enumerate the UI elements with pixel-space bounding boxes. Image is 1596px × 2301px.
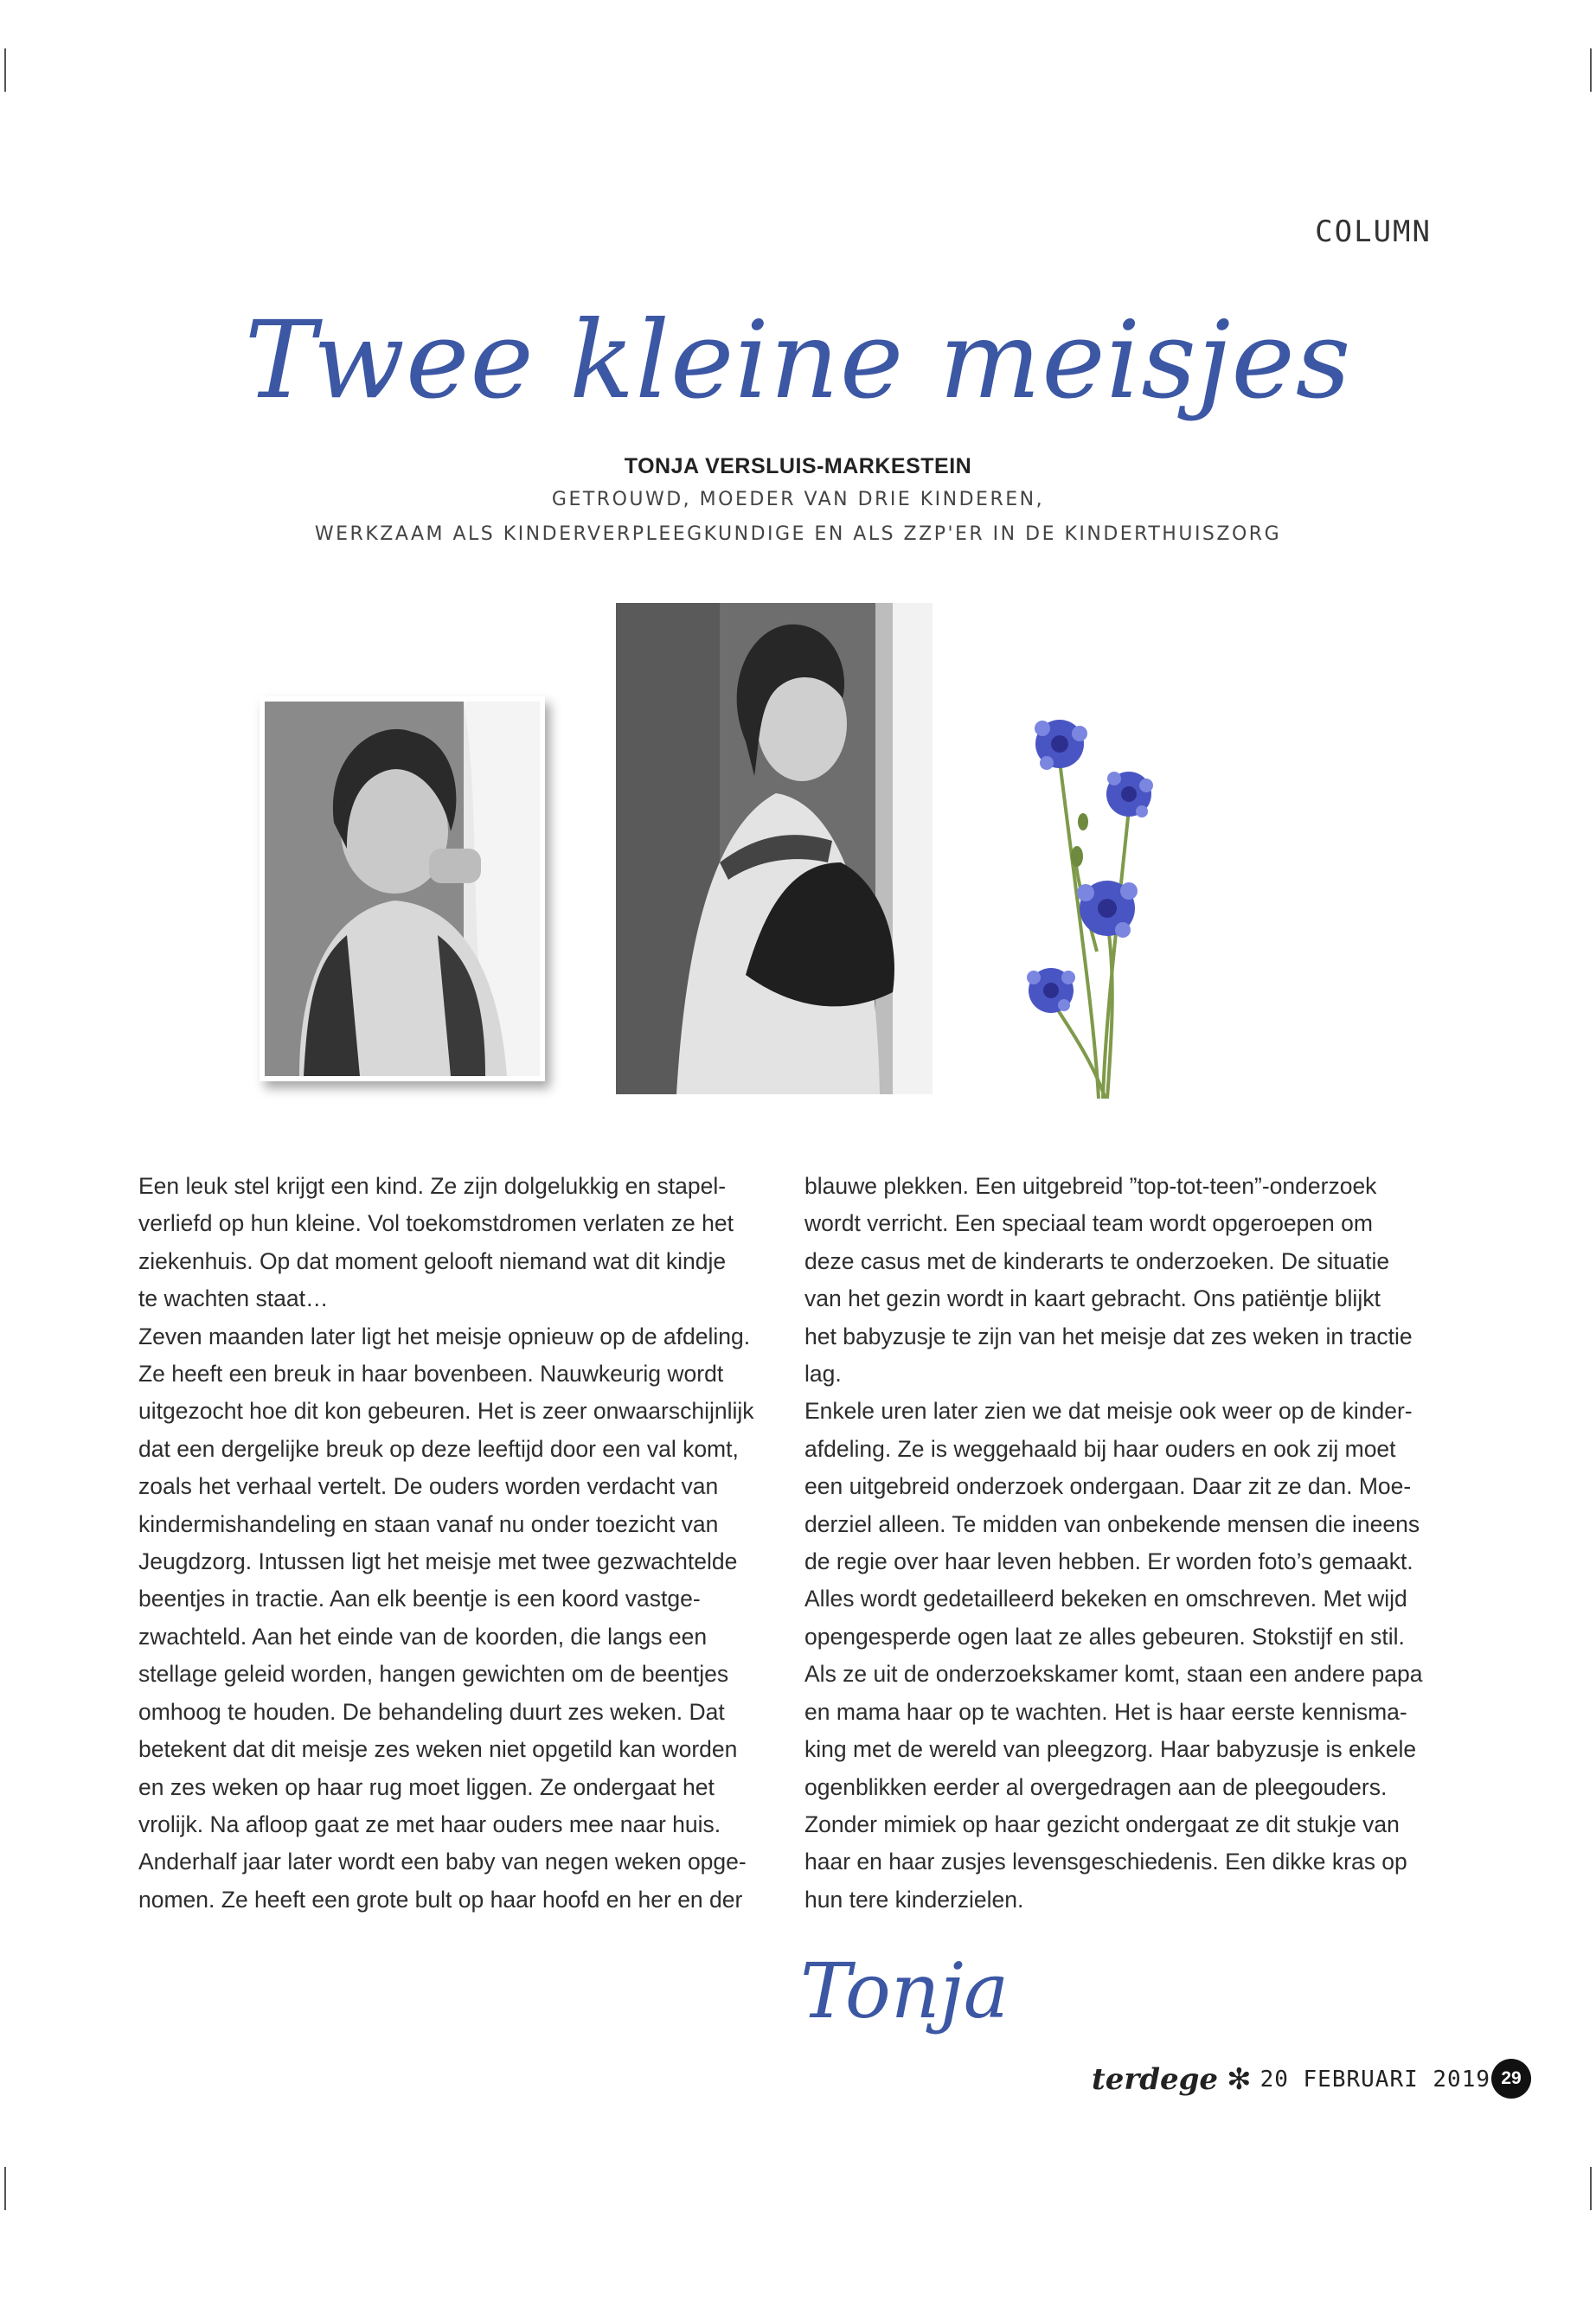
article-line: kindermishandeling en staan vanaf nu onder toezicht van [138,1510,719,1537]
article-column-left [138,1168,774,1919]
separator-star-icon: ✻ [1227,2063,1252,2096]
article-line: verliefd op hun kleine. Vol toekomstdromen verlaten ze het [138,1210,734,1237]
author-photo-apron [616,603,933,1094]
crop-mark-bottom-right [1590,2167,1592,2210]
article-line: ziekenhuis. Op dat moment gelooft niemand wat dit kindje [138,1247,727,1274]
author-photo-curtain [260,696,545,1081]
article-line: Anderhalf jaar later wordt een baby van negen weken opge- [138,1849,747,1875]
author-photo-curtain-image [265,702,540,1076]
issue-date: 20 FEBRUARI 2019 [1259,2067,1491,2093]
article-line: afdeling. Ze is weggehaald bij haar ouders en ook zij moet [804,1435,1396,1462]
article-line: nomen. Ze heeft een grote bult op haar hoofd en her en der [138,1886,743,1913]
article-line: en zes weken op haar rug moet liggen. Ze ondergaat het [138,1773,715,1800]
article-line: opengesperde ogen laat ze alles gebeuren. Stokstijf en stil. [804,1623,1405,1650]
article-line: king met de wereld van pleegzorg. Haar babyzusje is enkele [804,1736,1417,1763]
author-signature: Tonja [800,1946,1010,2035]
article-line: hun tere kinderzielen. [804,1886,1024,1913]
article-line: omhoog te houden. De behandeling duurt zes weken. Dat [138,1698,725,1725]
article-line: ogenblikken eerder al overgedragen aan de pleegouders. [804,1773,1388,1800]
article-line: vrolijk. Na afloop gaat ze met haar ouders mee naar huis. [138,1811,721,1837]
article-line: blauwe plekken. Een uitgebreid ”top-tot-teen”-onderzoek [804,1173,1377,1199]
article-title: Twee kleine meisjes [244,298,1352,423]
author-name: TONJA VERSLUIS-MARKESTEIN [624,454,972,478]
article-line: de regie over haar leven hebben. Er worden foto’s gemaakt. [804,1548,1413,1575]
article-line: haar en haar zusjes levensgeschiedenis. Een dikke kras op [804,1849,1407,1875]
article-line: Zonder mimiek op haar gezicht ondergaat ze dit stukje van [804,1811,1400,1837]
article-line: beentjes in tractie. Aan elk beentje is een koord vastge- [138,1586,701,1612]
page-footer [1092,2062,1490,2097]
article-line: dat een dergelijke breuk op deze leeftijd door een val komt, [138,1435,739,1462]
article-line: zoals het verhaal vertelt. De ouders worden verdacht van [138,1473,719,1500]
article-line: wordt verricht. Een speciaal team wordt opgeroepen om [804,1210,1373,1237]
article-line: stellage geleid worden, hangen gewichten om de beentjes [138,1661,729,1688]
article-line: een uitgebreid onderzoek ondergaan. Daar zit ze dan. Moe- [804,1473,1412,1500]
article-line: het babyzusje te zijn van het meisje dat zes weken in tractie [804,1323,1413,1349]
article-line: derziel alleen. Te midden van onbekende mensen die ineens [804,1510,1420,1537]
article-line: Zeven maanden later ligt het meisje opnieuw op de afdeling. [138,1323,751,1349]
article-line: van het gezin wordt in kaart gebracht. Ons patiëntje blijkt [804,1285,1381,1312]
crop-mark-bottom-left [4,2167,6,2210]
article-line: Ze heeft een breuk in haar bovenbeen. Nauwkeurig wordt [138,1361,724,1388]
crop-mark-top-right [1590,48,1592,92]
article-line: betekent dat dit meisje zes weken niet opgetild kan worden [138,1736,738,1763]
section-label: COLUMN [1315,215,1432,249]
author-bio-line-2: WERKZAAM ALS KINDERVERPLEEGKUNDIGE EN ALS ZZP'ER IN DE KINDERTHUISZORG [314,523,1282,545]
page-number: 29 [1491,2059,1531,2099]
article-line: en mama haar op te wachten. Het is haar eerste kennisma- [804,1698,1407,1725]
article-line: Als ze uit de onderzoekskamer komt, staan een andere papa [804,1661,1423,1688]
author-bio-line-1: GETROUWD, MOEDER VAN DRIE KINDEREN, [551,489,1045,510]
article-line: te wachten staat… [138,1285,329,1312]
article-line: deze casus met de kinderarts te onderzoeken. De situatie [804,1247,1390,1274]
article-line: uitgezocht hoe dit kon gebeuren. Het is zeer onwaarschijnlijk [138,1398,754,1425]
article-line: Alles wordt gedetailleerd bekeken en omschreven. Met wijd [804,1586,1407,1612]
article-line: Jeugdzorg. Intussen ligt het meisje met twee gezwachtelde [138,1548,738,1575]
article-line: Enkele uren later zien we dat meisje ook weer op de kinder- [804,1398,1413,1425]
magazine-name: terdege [1092,2062,1219,2097]
article-line: Een leuk stel krijgt een kind. Ze zijn dolgelukkig en stapel- [138,1173,727,1199]
cornflower-photo [995,692,1211,1099]
crop-mark-top-left [4,48,6,92]
article-line: zwachteld. Aan het einde van de koorden, die langs een [138,1623,708,1650]
article-column-right [804,1168,1440,1919]
article-line: lag. [804,1361,842,1388]
